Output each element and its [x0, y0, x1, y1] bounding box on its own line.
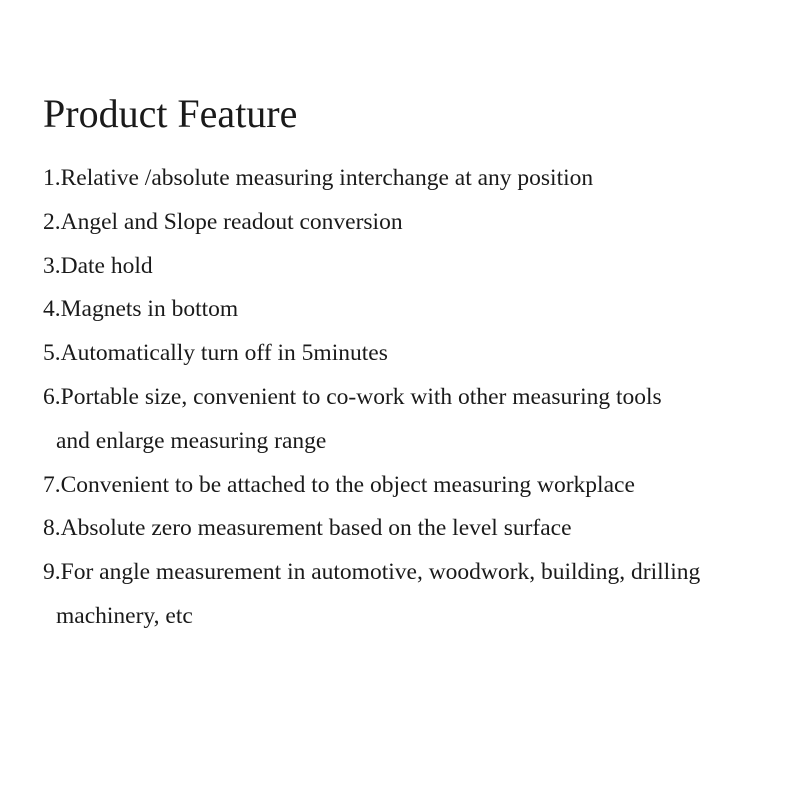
feature-item-2	[43, 201, 783, 245]
feature-item-1	[43, 157, 783, 201]
feature-item-8	[43, 507, 783, 551]
feature-item-7-line-1: 7.Convenient to be attached to the object measuring workplace	[43, 471, 635, 498]
feature-item-8-line-1: 8.Absolute zero measurement based on the level surface	[43, 515, 572, 542]
feature-item-4	[43, 288, 783, 332]
feature-list	[43, 157, 783, 639]
feature-item-6	[43, 376, 783, 464]
feature-item-5-line-1: 5.Automatically turn off in 5minutes	[43, 340, 388, 367]
feature-item-6-line-2: and enlarge measuring range	[56, 427, 327, 454]
feature-item-5	[43, 332, 783, 376]
feature-item-9	[43, 551, 783, 639]
feature-item-3	[43, 245, 783, 289]
feature-item-7	[43, 464, 783, 508]
feature-item-6-line-1: 6.Portable size, convenient to co-work with other measuring tools	[43, 383, 662, 410]
feature-item-3-line-1: 3.Date hold	[43, 252, 153, 279]
feature-item-9-line-2: machinery, etc	[56, 602, 193, 629]
feature-item-4-line-1: 4.Magnets in bottom	[43, 296, 239, 323]
page-title: Product Feature	[43, 91, 298, 136]
feature-item-2-line-1: 2.Angel and Slope readout conversion	[43, 208, 403, 235]
feature-item-9-line-1: 9.For angle measurement in automotive, woodwork, building, drilling	[43, 559, 701, 586]
feature-item-1-line-1: 1.Relative /absolute measuring interchange at any position	[43, 165, 594, 191]
